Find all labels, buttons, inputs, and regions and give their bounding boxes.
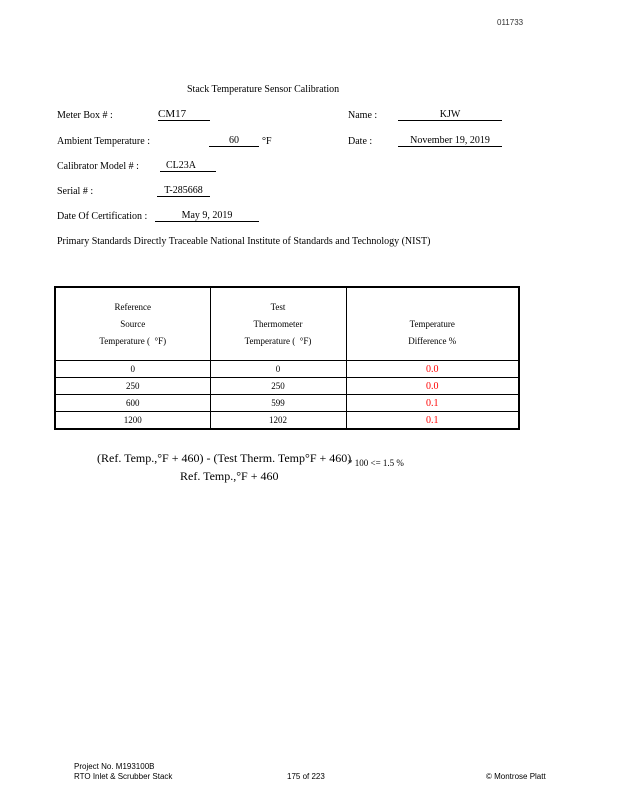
certification-label: Date Of Certification : — [57, 211, 148, 222]
calibrator-label: Calibrator Model # : — [57, 161, 139, 172]
document-number: 011733 — [497, 18, 524, 27]
table-header-row — [55, 287, 519, 361]
difference-cell: 0.1 — [346, 395, 519, 412]
footer-page-number: 175 of 223 — [287, 772, 325, 781]
reference-temp-cell: 0 — [55, 361, 210, 378]
table-row — [55, 361, 519, 378]
nist-statement: Primary Standards Directly Traceable National Institute of Standards and Technology (NIST) — [57, 236, 431, 247]
reference-temp-cell: 600 — [55, 395, 210, 412]
header-temp-difference: Temperature Difference % — [346, 287, 519, 361]
footer-company: © Montrose Platt — [486, 772, 546, 781]
serial-value: T-285668 — [157, 185, 210, 197]
meter-box-label: Meter Box # : — [57, 110, 113, 121]
table-row — [55, 395, 519, 412]
certification-value: May 9, 2019 — [155, 210, 259, 222]
test-temp-cell: 1202 — [210, 412, 346, 430]
footer-project: Project No. M193100B — [74, 762, 155, 771]
table-row — [55, 378, 519, 395]
calibrator-value: CL23A — [160, 160, 216, 172]
reference-temp-cell: 1200 — [55, 412, 210, 430]
footer-site: RTO Inlet & Scrubber Stack — [74, 772, 173, 781]
formula-numerator: (Ref. Temp.,°F + 460) - (Test Therm. Temp°F + 460) — [97, 451, 352, 465]
page-title: Stack Temperature Sensor Calibration — [187, 84, 340, 95]
calibration-table — [54, 286, 520, 430]
reference-temp-cell: 250 — [55, 378, 210, 395]
date-value: November 19, 2019 — [398, 135, 502, 147]
header-reference-temp: Reference Source Temperature ( °F) — [55, 287, 210, 361]
ambient-value: 60 — [209, 135, 259, 147]
name-label: Name : — [348, 110, 378, 121]
name-value: KJW — [398, 109, 502, 121]
header-test-temp: Test Thermometer Temperature ( °F) — [210, 287, 346, 361]
meter-box-value: CM17 — [158, 108, 210, 121]
serial-label: Serial # : — [57, 186, 94, 197]
table-row — [55, 412, 519, 430]
test-temp-cell: 250 — [210, 378, 346, 395]
difference-cell: 0.1 — [426, 414, 439, 426]
formula-denominator: Ref. Temp.,°F + 460 — [180, 469, 279, 483]
difference-cell: 0.0 — [346, 361, 519, 378]
test-temp-cell: 599 — [210, 395, 346, 412]
ambient-label: Ambient Temperature : — [57, 136, 150, 147]
formula-tail: * 100 <= 1.5 % — [348, 458, 404, 468]
ambient-unit: °F — [262, 136, 272, 147]
difference-cell: 0.0 — [346, 378, 519, 395]
date-label: Date : — [348, 136, 373, 147]
test-temp-cell: 0 — [210, 361, 346, 378]
